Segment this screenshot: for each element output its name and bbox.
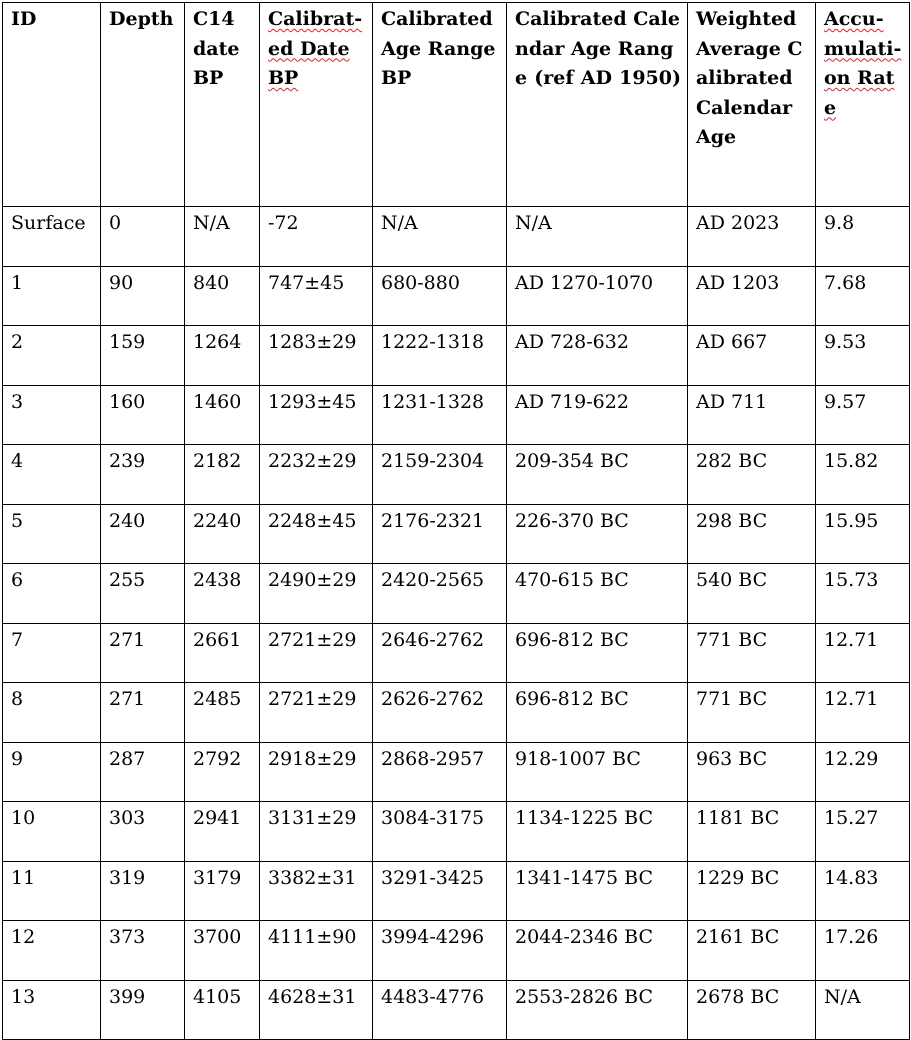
header-c14-date-bp: C14 date BP <box>185 3 260 207</box>
cell-accumulation-rate: 12.71 <box>816 623 910 683</box>
table-row <box>3 742 910 802</box>
cell-id: 1 <box>3 266 101 326</box>
cell-id: Surface <box>3 207 101 267</box>
cell-depth: 373 <box>101 921 185 981</box>
cell-c14-date: 4105 <box>185 980 260 1040</box>
cell-weighted-average-age: 1181 BC <box>688 802 816 862</box>
table-row <box>3 802 910 862</box>
cell-accumulation-rate: 17.26 <box>816 921 910 981</box>
cell-id: 7 <box>3 623 101 683</box>
cell-weighted-average-age: 771 BC <box>688 623 816 683</box>
header-id: ID <box>3 3 101 207</box>
table-row <box>3 445 910 505</box>
cell-calendar-age-range: 1341-1475 BC <box>507 861 688 921</box>
cell-accumulation-rate: 12.71 <box>816 683 910 743</box>
radiocarbon-dating-table <box>2 2 910 1040</box>
cell-id: 13 <box>3 980 101 1040</box>
cell-calibrated-date: 2721±29 <box>260 683 373 743</box>
cell-calendar-age-range: 2553-2826 BC <box>507 980 688 1040</box>
cell-calibrated-date: 3131±29 <box>260 802 373 862</box>
header-accumulation-rate: Accu-mulati-on Rate <box>816 3 910 207</box>
cell-accumulation-rate: 9.8 <box>816 207 910 267</box>
table-row <box>3 623 910 683</box>
cell-c14-date: 2661 <box>185 623 260 683</box>
cell-calibrated-age-range: 4483-4776 <box>373 980 507 1040</box>
cell-depth: 0 <box>101 207 185 267</box>
cell-id: 5 <box>3 504 101 564</box>
cell-id: 4 <box>3 445 101 505</box>
table-row <box>3 683 910 743</box>
cell-accumulation-rate: 12.29 <box>816 742 910 802</box>
cell-weighted-average-age: 771 BC <box>688 683 816 743</box>
cell-c14-date: 2240 <box>185 504 260 564</box>
cell-c14-date: 1460 <box>185 385 260 445</box>
header-calibrated-age-range-bp: Calibrated Age Range BP <box>373 3 507 207</box>
cell-calendar-age-range: AD 728-632 <box>507 326 688 386</box>
cell-calibrated-date: 2490±29 <box>260 564 373 624</box>
cell-calibrated-date: 2248±45 <box>260 504 373 564</box>
cell-calendar-age-range: 918-1007 BC <box>507 742 688 802</box>
cell-id: 2 <box>3 326 101 386</box>
header-weighted-average-calendar-age: Weighted Average Calibrated Calendar Age <box>688 3 816 207</box>
cell-accumulation-rate: 9.53 <box>816 326 910 386</box>
cell-accumulation-rate: 15.82 <box>816 445 910 505</box>
cell-weighted-average-age: 282 BC <box>688 445 816 505</box>
cell-calibrated-date: 4111±90 <box>260 921 373 981</box>
cell-c14-date: N/A <box>185 207 260 267</box>
cell-depth: 271 <box>101 683 185 743</box>
cell-depth: 399 <box>101 980 185 1040</box>
table-row <box>3 980 910 1040</box>
cell-id: 8 <box>3 683 101 743</box>
cell-weighted-average-age: AD 711 <box>688 385 816 445</box>
cell-weighted-average-age: 963 BC <box>688 742 816 802</box>
table-row <box>3 564 910 624</box>
cell-calendar-age-range: 226-370 BC <box>507 504 688 564</box>
cell-calibrated-date: -72 <box>260 207 373 267</box>
cell-weighted-average-age: 298 BC <box>688 504 816 564</box>
table-row <box>3 504 910 564</box>
cell-accumulation-rate: N/A <box>816 980 910 1040</box>
cell-id: 11 <box>3 861 101 921</box>
cell-calendar-age-range: AD 1270-1070 <box>507 266 688 326</box>
cell-weighted-average-age: 540 BC <box>688 564 816 624</box>
cell-depth: 255 <box>101 564 185 624</box>
cell-weighted-average-age: 2161 BC <box>688 921 816 981</box>
cell-c14-date: 2182 <box>185 445 260 505</box>
cell-depth: 240 <box>101 504 185 564</box>
cell-c14-date: 3700 <box>185 921 260 981</box>
table-row <box>3 266 910 326</box>
cell-calibrated-age-range: 1222-1318 <box>373 326 507 386</box>
cell-depth: 159 <box>101 326 185 386</box>
header-depth: Depth <box>101 3 185 207</box>
cell-c14-date: 840 <box>185 266 260 326</box>
cell-accumulation-rate: 7.68 <box>816 266 910 326</box>
cell-accumulation-rate: 15.95 <box>816 504 910 564</box>
header-calibrated-date-bp: Calibrat-ed Date BP <box>260 3 373 207</box>
cell-depth: 319 <box>101 861 185 921</box>
header-row <box>3 3 910 207</box>
cell-c14-date: 3179 <box>185 861 260 921</box>
cell-weighted-average-age: 2678 BC <box>688 980 816 1040</box>
cell-id: 9 <box>3 742 101 802</box>
cell-calendar-age-range: 470-615 BC <box>507 564 688 624</box>
cell-accumulation-rate: 15.73 <box>816 564 910 624</box>
cell-depth: 287 <box>101 742 185 802</box>
cell-calendar-age-range: AD 719-622 <box>507 385 688 445</box>
cell-c14-date: 1264 <box>185 326 260 386</box>
cell-calendar-age-range: N/A <box>507 207 688 267</box>
cell-weighted-average-age: AD 1203 <box>688 266 816 326</box>
cell-calibrated-age-range: 3084-3175 <box>373 802 507 862</box>
cell-c14-date: 2792 <box>185 742 260 802</box>
header-calibrated-calendar-age-range: Calibrated Calendar Age Range (ref AD 1950) <box>507 3 688 207</box>
cell-weighted-average-age: AD 2023 <box>688 207 816 267</box>
cell-calibrated-date: 2232±29 <box>260 445 373 505</box>
cell-depth: 303 <box>101 802 185 862</box>
cell-accumulation-rate: 15.27 <box>816 802 910 862</box>
cell-c14-date: 2438 <box>185 564 260 624</box>
cell-id: 10 <box>3 802 101 862</box>
cell-calibrated-date: 1283±29 <box>260 326 373 386</box>
cell-calibrated-age-range: 2159-2304 <box>373 445 507 505</box>
cell-calendar-age-range: 209-354 BC <box>507 445 688 505</box>
cell-calibrated-age-range: 2646-2762 <box>373 623 507 683</box>
table-row <box>3 861 910 921</box>
cell-calibrated-age-range: 3291-3425 <box>373 861 507 921</box>
cell-calendar-age-range: 2044-2346 BC <box>507 921 688 981</box>
table-row <box>3 207 910 267</box>
cell-depth: 271 <box>101 623 185 683</box>
cell-c14-date: 2941 <box>185 802 260 862</box>
cell-calibrated-date: 1293±45 <box>260 385 373 445</box>
table-row <box>3 921 910 981</box>
cell-calibrated-age-range: 3994-4296 <box>373 921 507 981</box>
cell-calendar-age-range: 696-812 BC <box>507 683 688 743</box>
cell-calibrated-date: 2721±29 <box>260 623 373 683</box>
cell-calibrated-date: 4628±31 <box>260 980 373 1040</box>
table-row <box>3 326 910 386</box>
cell-weighted-average-age: 1229 BC <box>688 861 816 921</box>
cell-depth: 160 <box>101 385 185 445</box>
cell-depth: 90 <box>101 266 185 326</box>
table-row <box>3 385 910 445</box>
cell-calibrated-age-range: 680-880 <box>373 266 507 326</box>
cell-calibrated-age-range: 1231-1328 <box>373 385 507 445</box>
cell-calibrated-date: 3382±31 <box>260 861 373 921</box>
cell-calibrated-date: 747±45 <box>260 266 373 326</box>
cell-calibrated-date: 2918±29 <box>260 742 373 802</box>
cell-calibrated-age-range: 2868-2957 <box>373 742 507 802</box>
cell-accumulation-rate: 14.83 <box>816 861 910 921</box>
cell-c14-date: 2485 <box>185 683 260 743</box>
cell-calibrated-age-range: 2626-2762 <box>373 683 507 743</box>
cell-calibrated-age-range: 2420-2565 <box>373 564 507 624</box>
cell-calibrated-age-range: N/A <box>373 207 507 267</box>
cell-id: 3 <box>3 385 101 445</box>
cell-calendar-age-range: 1134-1225 BC <box>507 802 688 862</box>
cell-id: 12 <box>3 921 101 981</box>
cell-id: 6 <box>3 564 101 624</box>
cell-calibrated-age-range: 2176-2321 <box>373 504 507 564</box>
cell-depth: 239 <box>101 445 185 505</box>
cell-calendar-age-range: 696-812 BC <box>507 623 688 683</box>
cell-weighted-average-age: AD 667 <box>688 326 816 386</box>
cell-accumulation-rate: 9.57 <box>816 385 910 445</box>
